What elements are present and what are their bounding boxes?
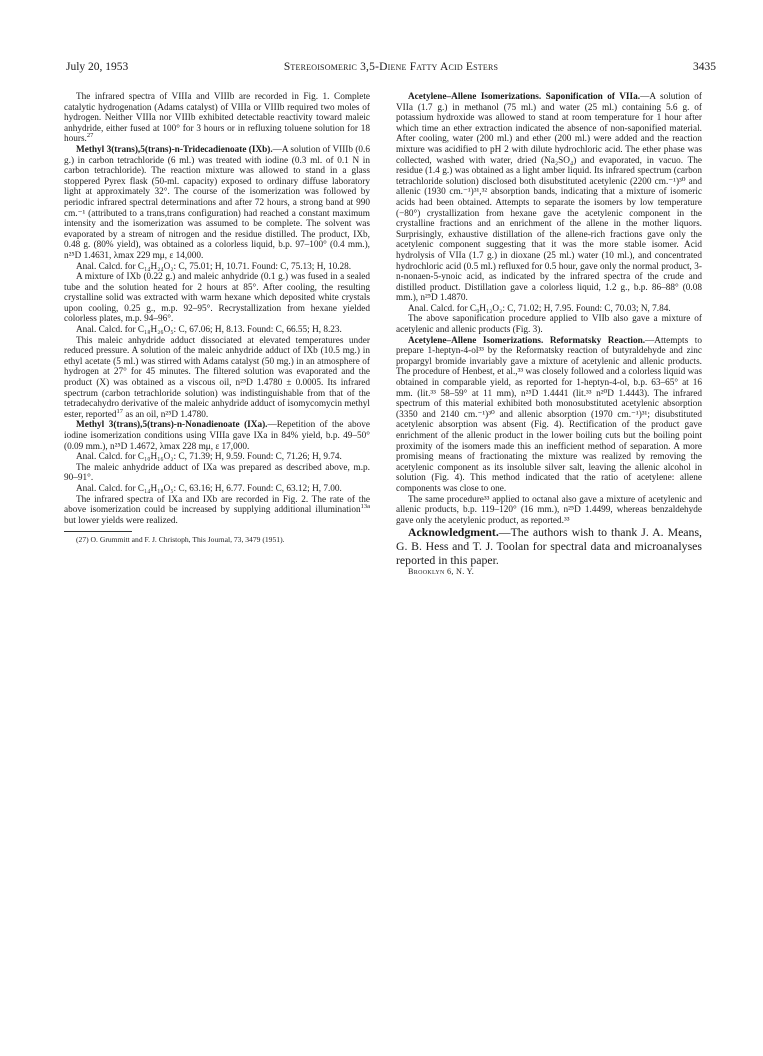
paragraph: This maleic anhydride adduct dissociated at elevated temperatures under reduced pressure. A solution of the maleic anhydride adduct of IXb (10.5 mg.) in ethyl acetate (5 ml.) was stirred with Adams catalyst (50 mg.) in an atmosphere of hydrogen at 27° for 45 minutes. The filtered solution was evaporated and the product (X) was obtained as a viscous oil, n²⁵D 1.4780 ± 0.0005. Its infrared spectrum (carbon tetrachloride solution) was indistinguishable from that of the tetradecahydro derivative of the maleic anhydride adduct of isomycomycin methyl ester, reported$^{17}$ as an oil, n²⁵D 1.4780. — [64, 335, 370, 420]
running-header — [66, 61, 716, 77]
analysis-line: Anal. Calcd. for C₁₄H₁₈O₅: C, 63.16; H, 6.77. Found: C, 63.12; H, 7.00. — [76, 483, 342, 494]
footnote: (27) O. Grummitt and F. J. Christoph, This Journal, 73, 3479 (1951). — [76, 535, 285, 545]
acknowledgment-heading: Acknowledgment. — [408, 525, 499, 540]
section-heading: Acetylene–Allene Isomerizations. Reformatsky Reaction. — [408, 335, 646, 346]
paragraph: The same procedure³³ applied to octanal also gave a mixture of acetylenic and allenic products, b.p. 119–120° (16 mm.), n²⁵D 1.4499, whereas benzaldehyde gave only the acetylenic product, as reported.³³ — [396, 494, 702, 526]
header-date: July 20, 1953 — [66, 61, 129, 73]
header-title: Stereoisomeric 3,5-Diene Fatty Acid Esters — [283, 61, 499, 73]
header-page-number: 3435 — [693, 61, 716, 73]
analysis-line: Anal. Calcd. for C₁₀H₁₆O₂: C, 71.39; H, 9.59. Found: C, 71.26; H, 9.74. — [76, 452, 342, 463]
section-heading: Methyl 3(trans),5(trans)-n-Tridecadienoate (IXb). — [76, 144, 273, 155]
reference-marker: 17 — [116, 407, 124, 415]
acknowledgment: Acknowledgment.—The authors wish to thank J. A. Means, G. B. Hess and T. J. Toolan for spectral data and microanalyses reported in this paper. — [396, 525, 702, 567]
section-heading: Acetylene–Allene Isomerizations. Saponification of VIIa. — [408, 92, 641, 102]
paragraph: The maleic anhydride adduct of IXa was prepared as described above, m.p. 90–91°. — [64, 462, 370, 484]
paragraph: A mixture of IXb (0.22 g.) and maleic anhydride (0.1 g.) was fused in a sealed tube and the solution heated for 2 hours at 85°. After cooling, the resulting crystalline solid was extracted with warm hexane which deposited white crystals upon cooling, 0.25 g., m.p. 92–95°. Recrystallization from hexane yielded colorless plates, m.p. 94–96°. — [64, 272, 370, 325]
section-heading: Methyl 3(trans),5(trans)-n-Nonadienoate (IXa). — [76, 420, 268, 431]
analysis-line: Anal. Calcd. for C₉H₁₂O₂: C, 71.02; H, 7.95. Found: C, 70.03; N, 7.84. — [408, 303, 671, 314]
paragraph: The above saponification procedure applied to VIIb also gave a mixture of acetylenic and allenic products (Fig. 3). — [396, 314, 702, 336]
paragraph: Methyl 3(trans),5(trans)-n-Nonadienoate (IXa).—Repetition of the above iodine isomerization conditions using VIIIa gave IXa in 84% yield, b.p. 49–50° (0.09 mm.), n²⁵D 1.4672, λmax 228 mμ, ε 17,000. — [64, 420, 370, 452]
paragraph: Acetylene–Allene Isomerizations. Saponification of VIIa.—A solution of VIIa (1.7 g.) in methanol (75 ml.) and water (25 ml.) containing 5.6 g. of potassium hydroxide was allowed to stand at room temperature for 1 hour after which time an ether extraction indicated the absence of non-saponified material. After cooling, water (200 ml.) and ether (200 ml.) were added and the reaction mixture was acidified to pH 2 with dilute hydrochloric acid. The ether phase was collected, washed with water, dried (Na₂SO₄) and evaporated, in vacuo. The residue (1.4 g.) was obtained as a light amber liquid. Its infrared spectrum (carbon tetrachloride solution) disclosed both disubstituted acetylenic (2200 cm.⁻¹)³⁰ and allenic (1930 cm.⁻¹)³¹,³² absorption bands, indicating that a mixture of isomeric acids had been obtained. Attempts to separate the isomers by low temperature (−80°) crystallization from hexane gave the acetylenic component in the crystalline fractions and an enrichment of the allene in the mother liquors. Surprisingly, exhaustive distillation of the allene-rich fractions gave only the acetylenic component suggesting that it was the more stable isomer. Acid hydrolysis of VIIa (1.7 g.) in dioxane (25 ml.) water (10 ml.), and concentrated hydrochloric acid (0.5 ml.) refluxed for 0.5 hour, gave only the normal product, 3-n-nonaen-5-ynoic acid, as indicated by the infrared spectra of the crude and distilled product. Distillation gave a colorless liquid, 1.2 g., b.p. 86–88° (0.08 mm.), n²⁵D 1.4870. — [396, 92, 702, 304]
analysis-line: Anal. Calcd. for C₁₄H₂₄O₂: C, 75.01; H, 10.71. Found: C, 75.13; H, 10.28. — [76, 261, 352, 272]
reference-marker: 13a — [360, 503, 370, 511]
right-column — [396, 92, 702, 578]
paragraph: The infrared spectra of VIIIa and VIIIb are recorded in Fig. 1. Complete catalytic hydrogenation (Adams catalyst) of VIIIa or VIIIb required two moles of hydrogen. Neither VIIIa nor VIIIb exhibited detectable reactivity toward maleic anhydride, either fused at 100° for 3 hours or in refluxing toluene solution for 18 hours.$^{27}$ — [64, 92, 370, 145]
paragraph: Methyl 3(trans),5(trans)-n-Tridecadienoate (IXb).—A solution of VIIIb (0.6 g.) in carbon tetrachloride (6 ml.) was treated with iodine (0.3 ml. of 0.1 N in carbon tetrachloride). The reaction mixture was allowed to stand in a glass stoppered Pyrex flask (50-ml. capacity) exposed to ordinary diffuse laboratory light at approximately 32°. The course of the isomerization was followed by periodic infrared spectral determinations and after 72 hours, a strong band at 990 cm.⁻¹ (attributed to a trans,trans configuration) had reached a constant maximum intensity and the isomerization was assumed to be complete. The solvent was evaporated by a stream of nitrogen and the residue distilled. The product, IXb, 0.48 g. (80% yield), was obtained as a colorless liquid, b.p. 97–100° (0.4 mm.), n²⁵D 1.4631, λmax 229 mμ, ε 14,000. — [64, 144, 370, 261]
reference-marker: 27 — [86, 132, 94, 140]
left-column — [64, 92, 370, 544]
paragraph: The infrared spectra of IXa and IXb are recorded in Fig. 2. The rate of the above isomerization could be increased by supplying additional illumination$^{13a}$ but lower yields were realized. — [64, 494, 370, 526]
paragraph: Acetylene–Allene Isomerizations. Reformatsky Reaction.—Attempts to prepare 1-heptyn-4-ol³³ by the Reformatsky reaction of butyraldehyde and zinc propargyl bromide invariably gave a mixture of acetylenic and allenic products. The procedure of Henbest, et al.,³³ was closely followed and a colorless liquid was obtained in comparable yield, as reported for 1-heptyn-4-ol, b.p. 63–65° at 16 mm. (lit.³³ 58–59° at 11 mm), n²⁵D 1.4441 (lit.³³ n²⁰D 1.4443). The infrared spectrum of this material exhibited both monosubstituted acetylenic absorption (3350 and 2140 cm.⁻¹)³⁰ and allenic absorption (1970 cm.⁻¹)³¹; disubstituted acetylenic absorption was absent (Fig. 4). Rectification of the product gave enrichment of the allenic product in the lower boiling cuts but the boiling point proximity of the isomers made this an inefficient method of separation. A more promising means of fractionating the mixture was realized by removing the acetylenic component as its insoluble silver salt, leaving the allenic alcohol in solution (Fig. 4). This method indicated that the ratio of acetylene: allene components was close to one. — [396, 335, 702, 494]
address: Brooklyn 6, N. Y. — [408, 567, 475, 577]
footnote-divider — [64, 531, 132, 532]
analysis-line: Anal. Calcd. for C₁₈H₂₆O₅: C, 67.06; H, 8.13. Found: C, 66.55; H, 8.23. — [76, 325, 342, 336]
